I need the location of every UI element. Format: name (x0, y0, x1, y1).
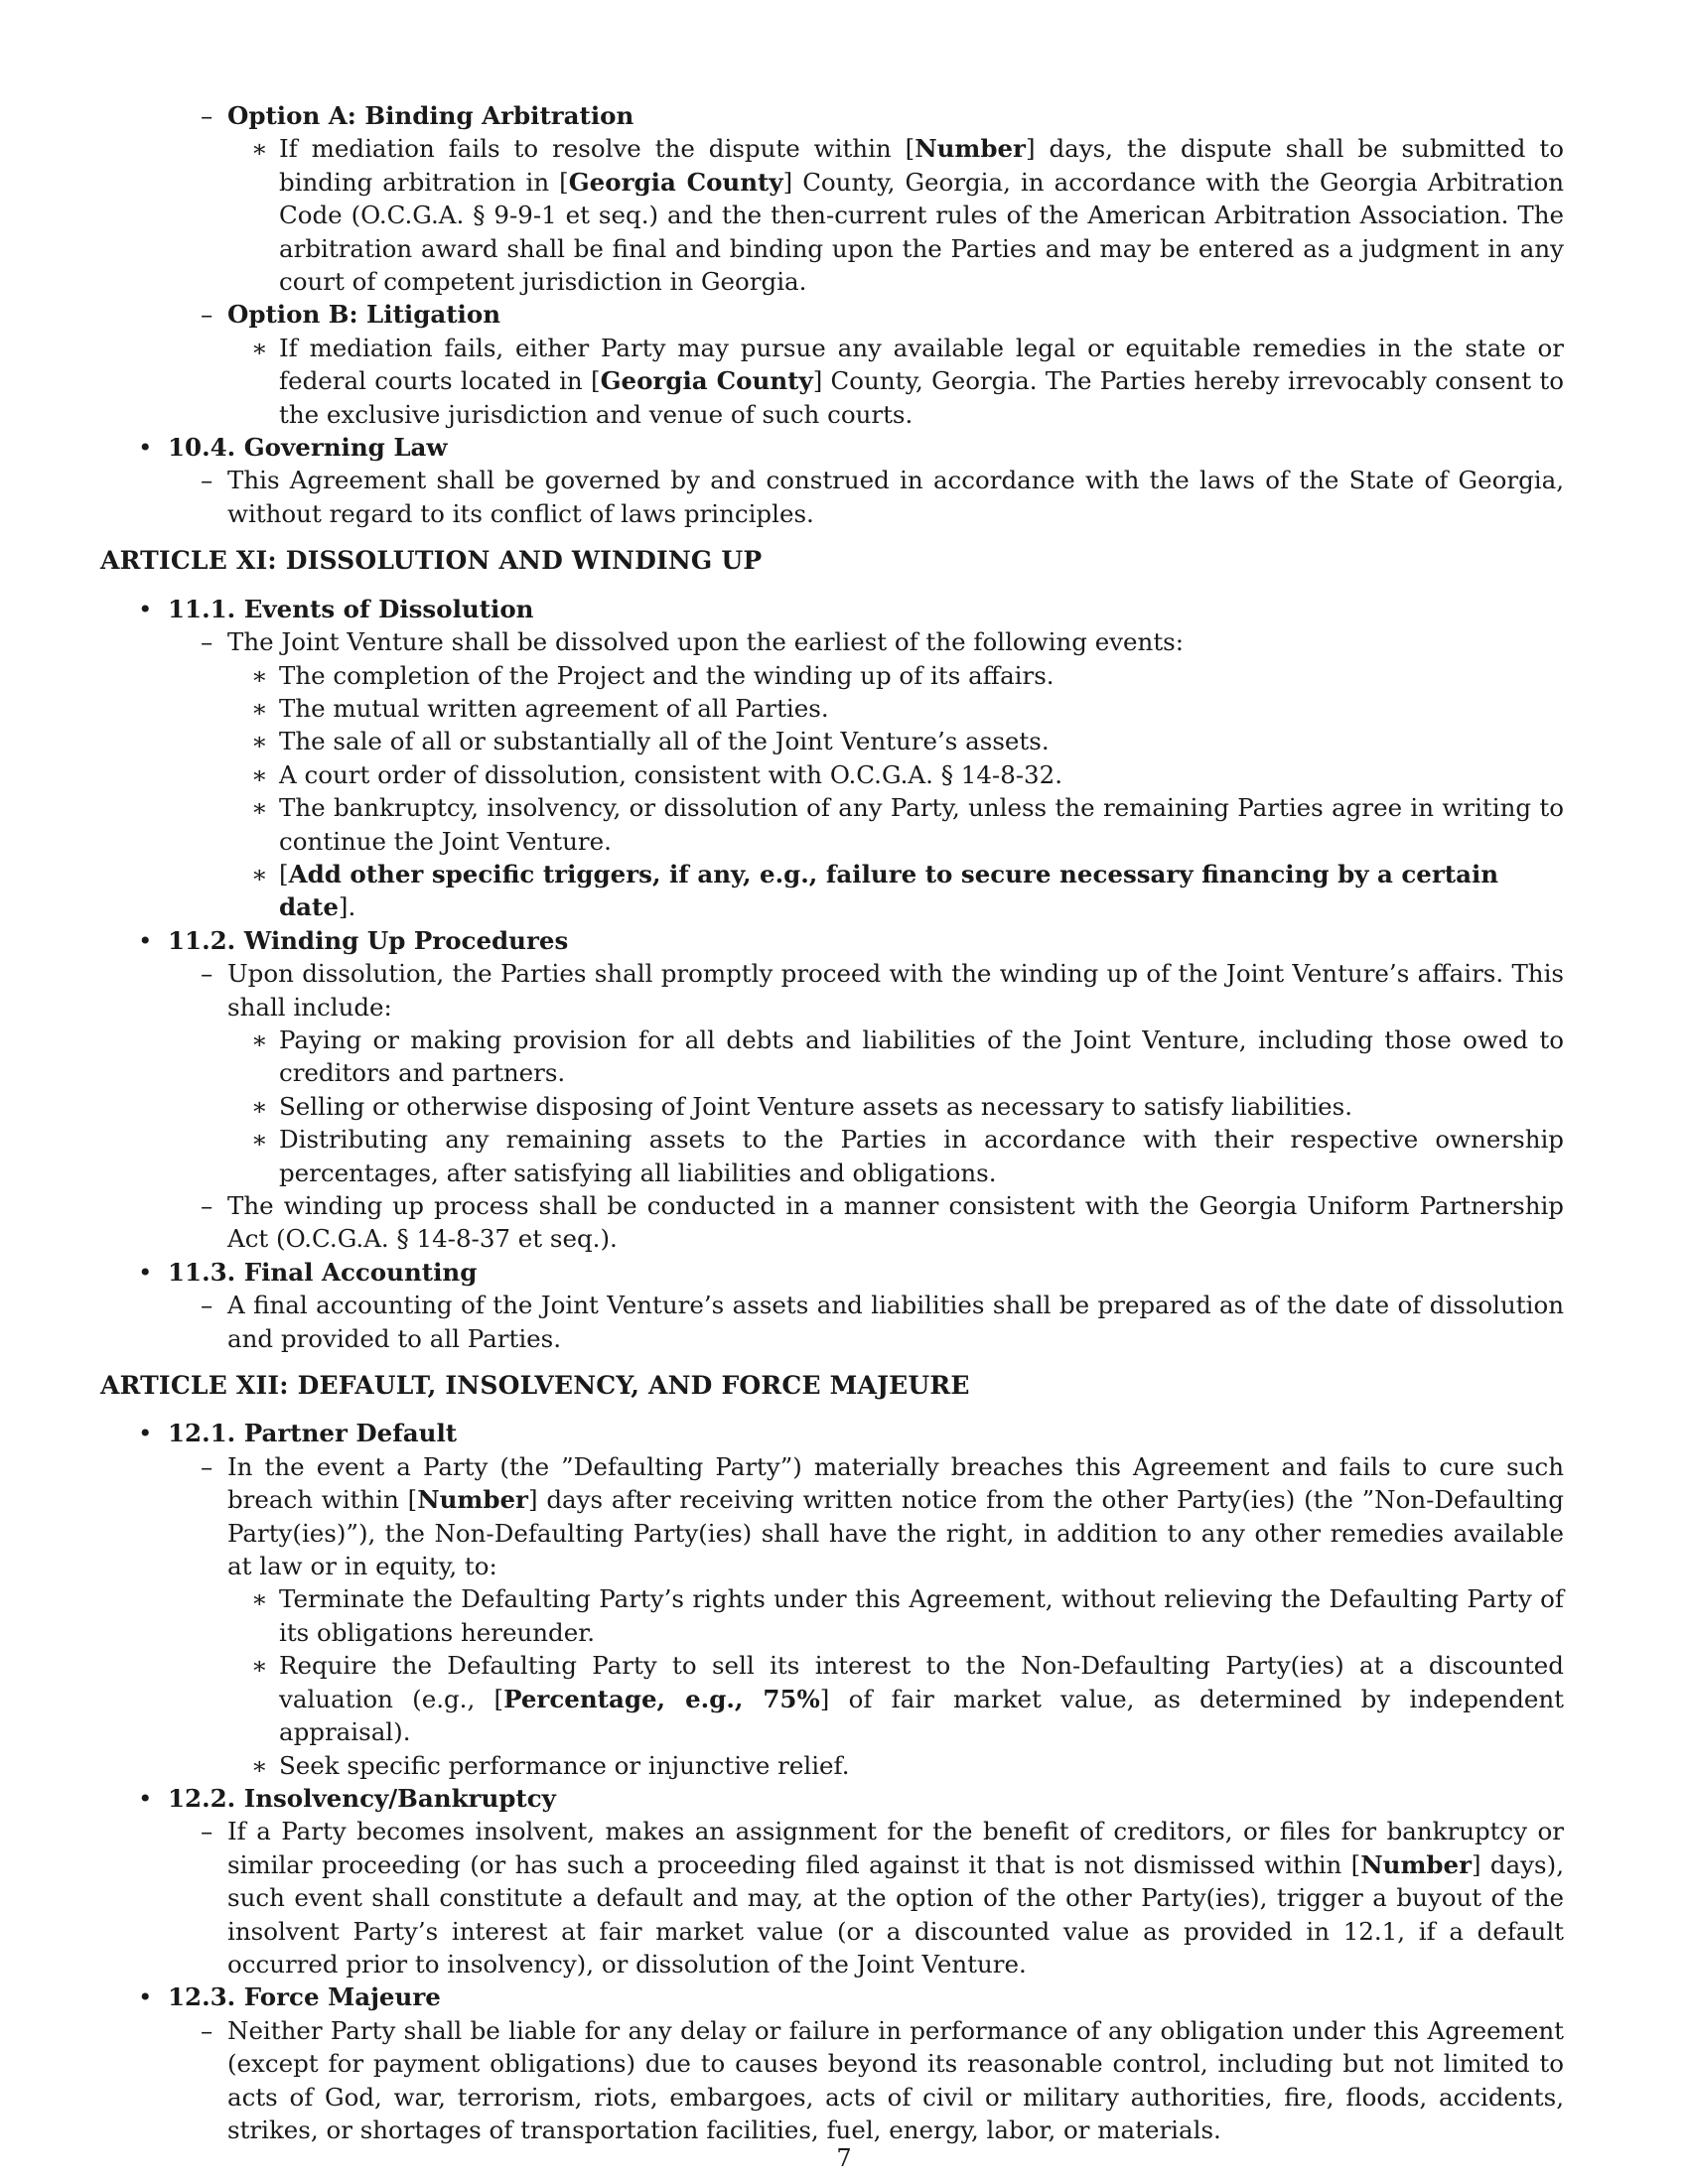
dash-marker: – (201, 2015, 213, 2045)
section-12-2-text: – If a Party becomes insolvent, makes an assignment for the benefit of creditors, or files for bankruptcy or similar proceeding (or has such a proceeding filed against it that is not dismissed within [Number] days), such event shall constitute a default and may, at the option of the other Party(ies), trigger a buyout of the insolvent Party’s interest at fair market value (or a discounted value as provided in 12.1, if a default occurred prior to insolvency), or dissolution of the Joint Venture. (201, 1817, 1564, 1979)
placeholder-percentage: Percentage, e.g., 75% (503, 1684, 820, 1713)
section-label: 10.4. Governing Law (168, 433, 448, 463)
dash-marker: – (201, 466, 213, 495)
dash-marker: – (201, 959, 213, 989)
page-content (100, 99, 1590, 2146)
section-label: 11.3. Final Accounting (168, 1257, 478, 1287)
list-item: ∗ Distributing any remaining assets to the Parties in accordance with their respective ownership percentages, after satisfying all liabilities and obligations. (251, 1125, 1564, 1187)
bullet-marker: • (138, 1982, 153, 2012)
placeholder-georgia-county: Georgia County (568, 167, 783, 197)
star-marker: ∗ (251, 1584, 268, 1614)
placeholder-number: Number (417, 1485, 528, 1515)
section-11-2-intro: – Upon dissolution, the Parties shall promptly proceed with the winding up of the Joint Venture’s affairs. This shall include: (201, 959, 1564, 1022)
list-item: ∗ The bankruptcy, insolvency, or dissolution of any Party, unless the remaining Parties agree in writing to continue the Joint Venture. (251, 793, 1564, 856)
star-marker: ∗ (251, 1024, 268, 1054)
option-a-text: ∗ If mediation fails to resolve the dispute within [Number] days, the dispute shall be submitted to binding arbitration in [Georgia County] County, Georgia, in accordance with the Georgia Arbitration Code (O.C.G.A. § 9-9-1 et seq.) and the then-current rules of the American Arbitration Association. The arbitration award shall be final and binding upon the Parties and may be entered as a judgment in any court of competent jurisdiction in Georgia. (251, 134, 1565, 297)
dash-marker: – (201, 1191, 213, 1220)
star-marker: ∗ (251, 1651, 268, 1681)
placeholder-number: Number (914, 134, 1026, 164)
section-label: 12.3. Force Majeure (168, 1982, 441, 2012)
star-marker: ∗ (251, 1750, 268, 1780)
placeholder-number: Number (1360, 1849, 1472, 1879)
list-item: ∗ Paying or making provision for all debts and liabilities of the Joint Venture, including those owed to creditors and partners. (251, 1024, 1564, 1088)
bullet-marker: • (138, 1257, 153, 1287)
page-number: 7 (836, 2144, 852, 2172)
section-label: 12.1. Partner Default (168, 1419, 458, 1448)
section-label: 12.2. Insolvency/Bankruptcy (168, 1783, 556, 1813)
list-item: ∗ A court order of dissolution, consistent with O.C.G.A. § 14-8-32. (100, 758, 1564, 791)
section-12-3 (100, 1980, 1564, 2013)
article-12-heading: ARTICLE XII: DEFAULT, INSOLVENCY, AND FORCE MAJEURE (100, 1371, 970, 1401)
bullet-marker: • (138, 1783, 153, 1813)
option-b-text: ∗ If mediation fails, either Party may pursue any available legal or equitable remedies in the state or federal courts located in [Georgia County] County, Georgia. The Parties hereby irrevocably consent to the exclusive jurisdiction and venue of such courts. (251, 333, 1564, 429)
section-label: 11.1. Events of Dissolution (168, 594, 534, 623)
article-11-heading: ARTICLE XI: DISSOLUTION AND WINDING UP (100, 546, 763, 576)
star-marker: ∗ (251, 759, 268, 789)
bullet-marker: • (138, 925, 153, 955)
option-b-label: Option B: Litigation (227, 300, 501, 330)
section-12-3-text: – Neither Party shall be liable for any delay or failure in performance of any obligation under this Agreement (except for payment obligations) due to causes beyond its reasonable control, including but not limited to acts of God, war, terrorism, riots, embargoes, acts of civil or military authorities, fire, floods, accidents, strikes, or shortages of transportation facilities, fuel, energy, labor, or materials. (201, 2015, 1564, 2144)
star-marker: ∗ (251, 859, 268, 888)
option-b-item (100, 298, 1564, 331)
section-11-3-text: – A final accounting of the Joint Venture’s assets and liabilities shall be prepared as of the date of dissolution and provided to all Parties. (201, 1291, 1564, 1353)
star-marker: ∗ (251, 693, 268, 723)
dash-marker: – (201, 1451, 213, 1481)
star-marker: ∗ (251, 727, 268, 756)
bullet-marker: • (138, 433, 153, 463)
section-12-2 (100, 1782, 1564, 1815)
dash-marker: – (201, 627, 213, 657)
bullet-marker: • (138, 594, 153, 623)
dash-marker: – (201, 1817, 213, 1846)
dash-marker: – (201, 101, 213, 130)
section-11-1-intro: – The Joint Venture shall be dissolved upon the earliest of the following events: (100, 625, 1564, 658)
section-11-2 (100, 924, 1564, 957)
list-item: ∗ The mutual written agreement of all Parties. (100, 692, 1564, 725)
dash-marker: – (201, 300, 213, 330)
list-item: ∗ Terminate the Defaulting Party’s rights under this Agreement, without relieving the Defaulting Party of its obligations hereunder. (251, 1584, 1564, 1647)
list-item: ∗ [Add other specific triggers, if any, e.g., failure to secure necessary financing by a certain date]. (251, 859, 1499, 922)
section-11-2-closing: – The winding up process shall be conducted in a manner consistent with the Georgia Uniform Partnership Act (O.C.G.A. § 14-8-37 et seq.). (201, 1191, 1564, 1254)
section-11-3 (100, 1256, 1564, 1289)
option-a-label: Option A: Binding Arbitration (227, 101, 634, 130)
section-11-1 (100, 593, 1564, 625)
placeholder-georgia-county: Georgia County (600, 366, 813, 396)
list-item: ∗ Selling or otherwise disposing of Joint Venture assets as necessary to satisfy liabilities. (100, 1090, 1564, 1123)
section-12-1 (100, 1417, 1564, 1449)
bullet-marker: • (138, 1419, 153, 1448)
list-item: ∗ Require the Defaulting Party to sell its interest to the Non-Defaulting Party(ies) at a discounted valuation (e.g., [Percentage, e.g., 75%] of fair market value, as determined by independent appraisal). (251, 1651, 1565, 1747)
star-marker: ∗ (251, 1125, 268, 1155)
section-12-1-text: – In the event a Party (the ”Defaulting Party”) materially breaches this Agreement and fails to cure such breach within [Number] days after receiving written notice from the other Party(ies) (the ”Non-Defaulting Party(ies)”), the Non-Defaulting Party(ies) shall have the right, in addition to any other remedies available at law or in equity, to: (201, 1451, 1564, 1581)
star-marker: ∗ (251, 793, 268, 823)
star-marker: ∗ (251, 660, 268, 690)
star-marker: ∗ (251, 134, 268, 164)
list-item: ∗ The sale of all or substantially all of the Joint Venture’s assets. (100, 725, 1564, 757)
list-item: ∗ The completion of the Project and the winding up of its affairs. (100, 659, 1564, 692)
section-label: 11.2. Winding Up Procedures (168, 925, 569, 955)
dash-marker: – (201, 1291, 213, 1320)
star-marker: ∗ (251, 333, 268, 362)
list-item: ∗ Seek specific performance or injunctive relief. (100, 1749, 1564, 1782)
placeholder-other-triggers: Add other specific triggers, if any, e.g., failure to secure necessary financing by a certain date (279, 859, 1499, 922)
star-marker: ∗ (251, 1091, 268, 1121)
option-a-item (100, 99, 1564, 132)
section-10-4-text: – This Agreement shall be governed by and construed in accordance with the laws of the State of Georgia, without regard to its conflict of laws principles. (201, 466, 1564, 528)
section-10-4 (100, 431, 1564, 464)
